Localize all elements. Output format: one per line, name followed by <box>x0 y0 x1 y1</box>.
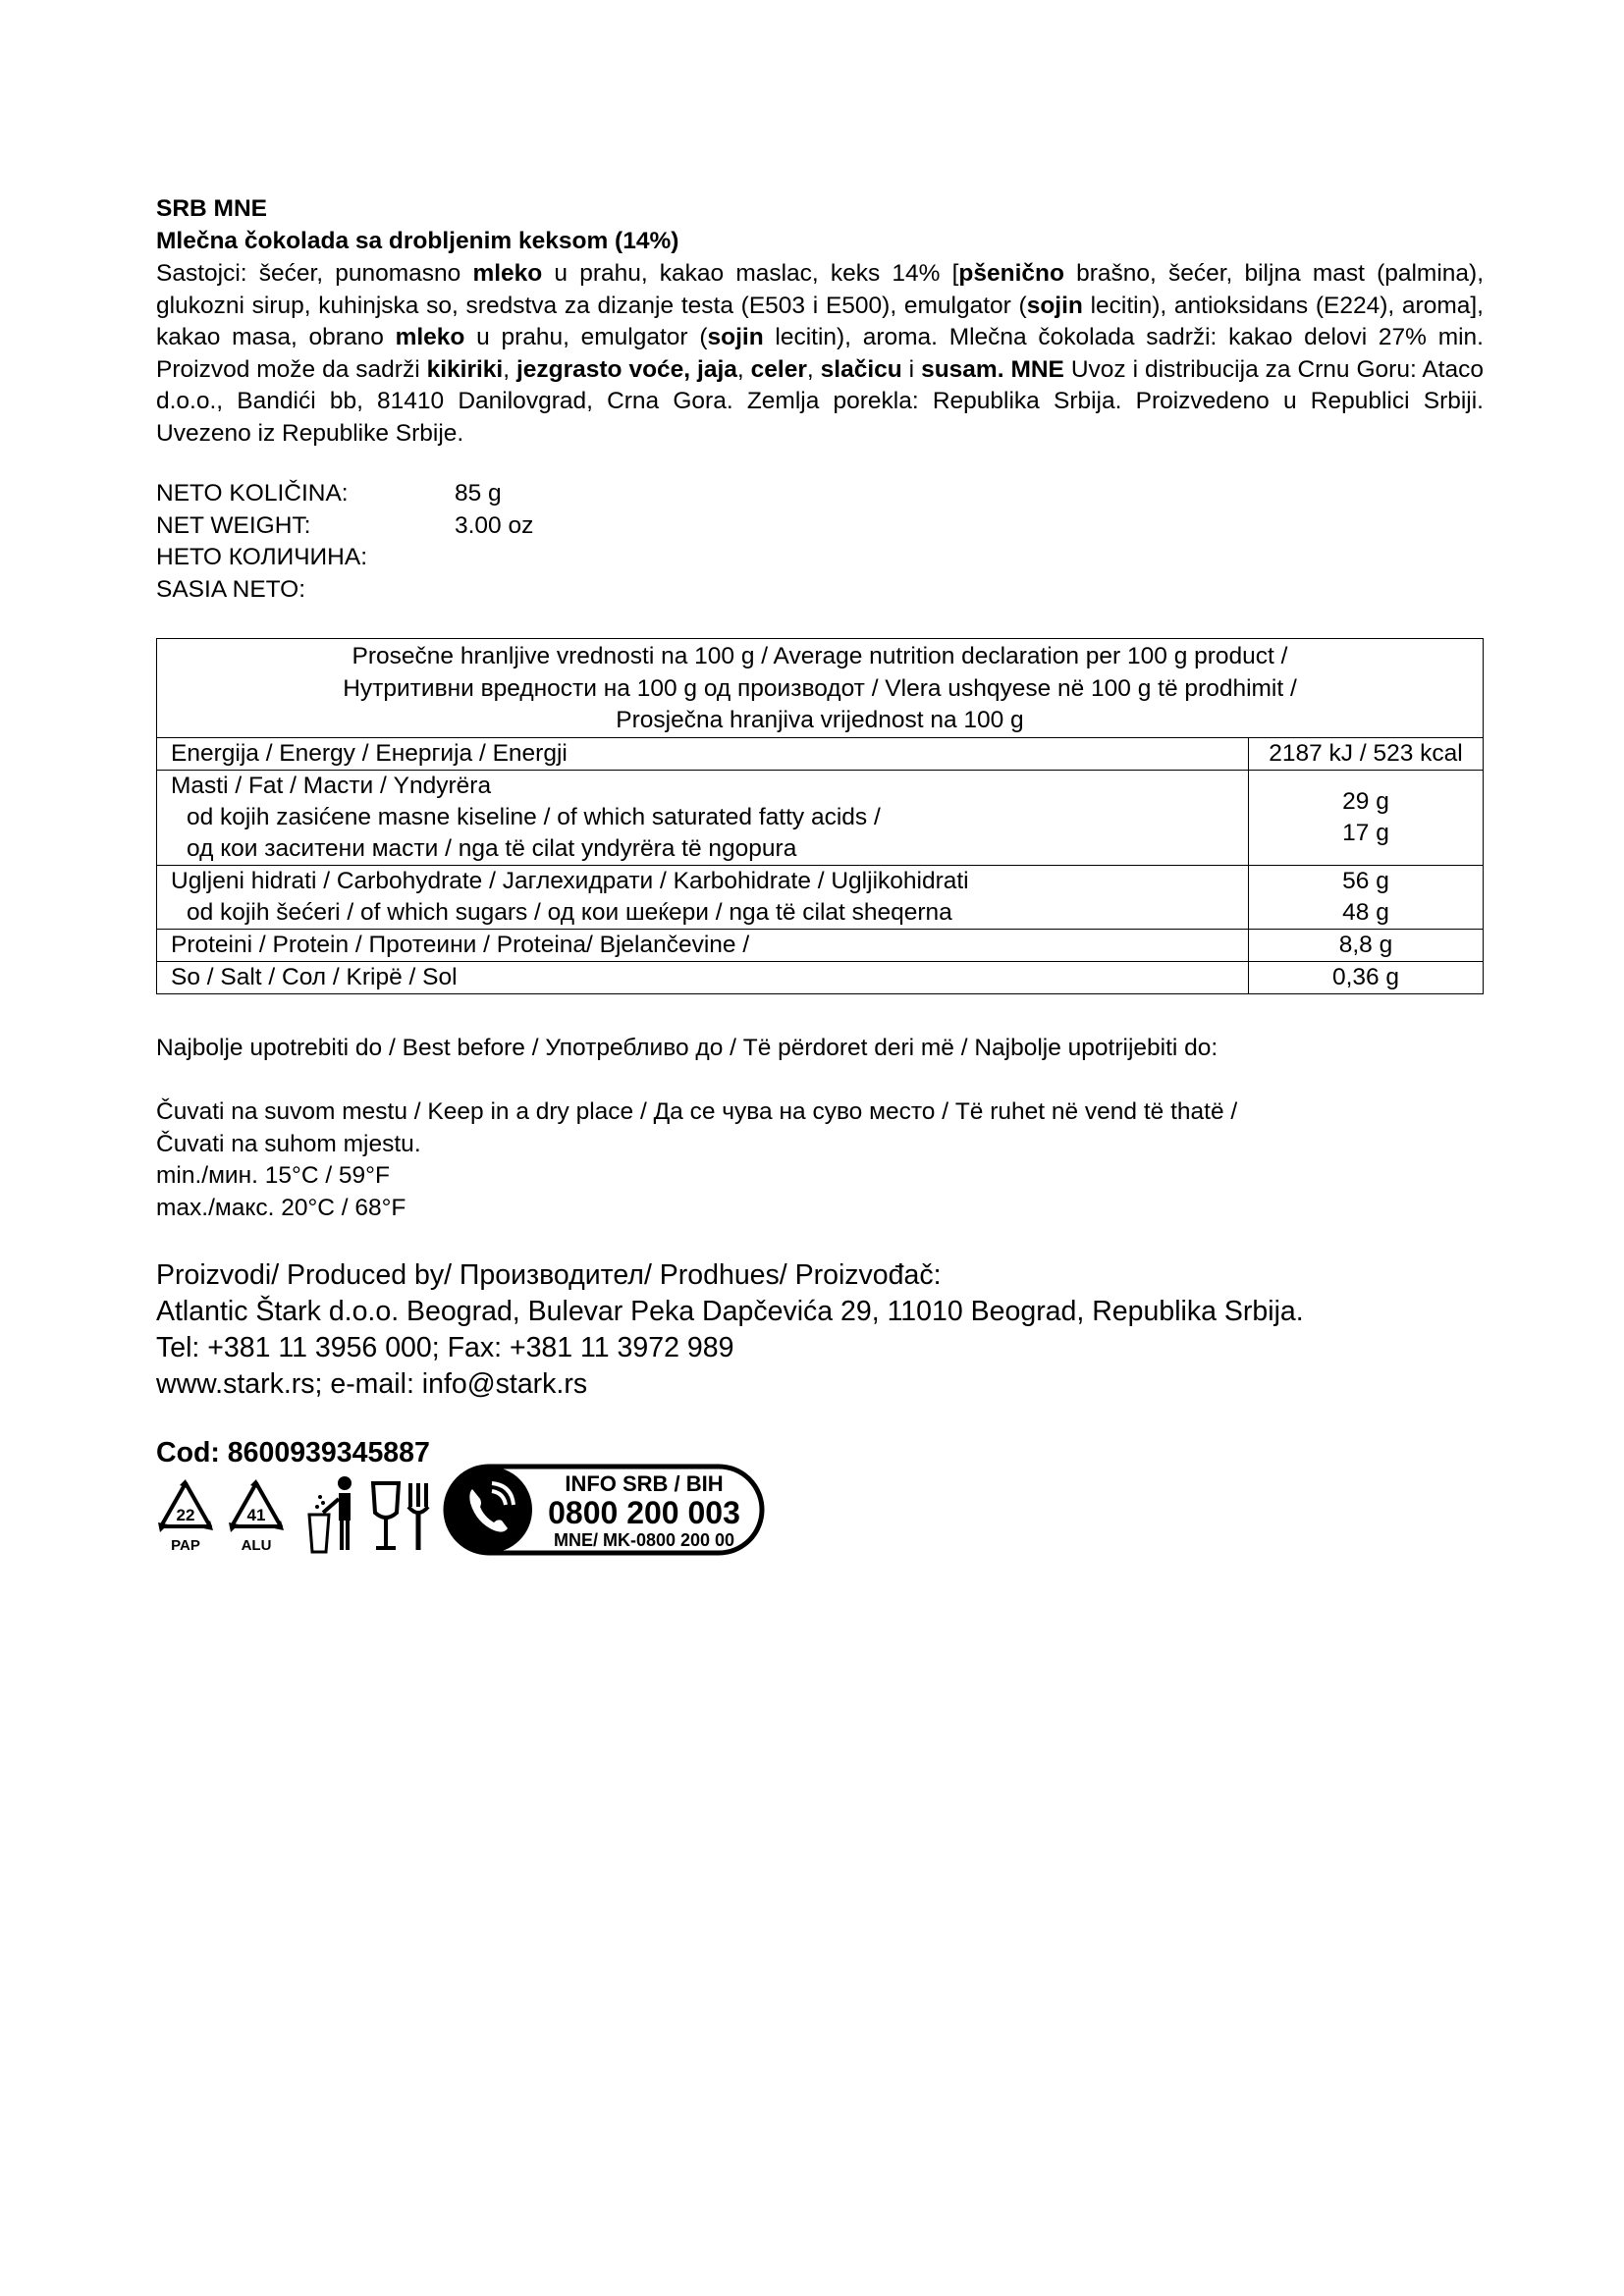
nutrition-header-line: Prosječna hranjiva vrijednost na 100 g <box>616 707 1024 733</box>
info-mne-number: MNE/ MK-0800 200 00 <box>553 1530 735 1550</box>
protein-value: 8,8 g <box>1249 929 1484 961</box>
saturated-fat-value: 17 g <box>1342 819 1389 846</box>
ingredient-allergen-text: sojin <box>1026 292 1083 319</box>
nutrition-header-row <box>157 639 1484 738</box>
nutrition-row-protein <box>157 929 1484 961</box>
ingredient-text: i <box>901 355 922 383</box>
ingredient-allergen-text: susam. <box>921 355 1004 383</box>
storage-min-temp: min./мин. 15°C / 59°F <box>156 1162 390 1189</box>
carbohydrate-value-cell <box>1249 865 1484 929</box>
ingredient-text: lecitin), aroma. Mlečna čokolada sadrži: kakao delovi 27% min. Proizvod može da sadrži <box>156 324 1484 383</box>
carbohydrate-label: Ugljeni hidrati / Carbohydrate / Јаглехидрати / Karbohidrate / Ugljikohidrati <box>171 867 969 894</box>
energy-label: Energija / Energy / Енергија / Energji <box>157 737 1249 770</box>
ingredients-paragraph <box>156 258 1484 450</box>
protein-label: Proteini / Protein / Протеини / Proteina/ Bjelančevine / <box>157 929 1249 961</box>
net-value: 85 g <box>455 480 502 507</box>
fat-label-cell <box>157 770 1249 865</box>
product-code: Cod: 8600939345887 <box>156 1437 430 1468</box>
sugars-label: od kojih šećeri / of which sugars / од кои шеќери / nga të cilat sheqerna <box>187 898 952 926</box>
producer-address: Atlantic Štark d.o.o. Beograd, Bulevar Peka Dapčevića 29, 11010 Beograd, Republika Srbija. <box>156 1296 1304 1327</box>
net-label: NET WEIGHT: <box>156 511 311 539</box>
nutrition-header <box>157 639 1484 738</box>
country-codes: SRB MNE <box>156 195 267 222</box>
info-phone-badge <box>443 1464 767 1556</box>
label-icons <box>156 1464 785 1562</box>
recycle-pap-icon <box>156 1477 215 1560</box>
food-contact-icon <box>367 1477 436 1556</box>
fat-label: Masti / Fat / Масти / Yndyrëra <box>171 772 492 799</box>
ingredient-allergen-text: mleko <box>395 324 465 350</box>
carbohydrate-value: 56 g <box>1342 867 1389 894</box>
net-value: 3.00 oz <box>455 511 534 539</box>
ingredient-text: , <box>736 355 751 383</box>
storage-line-2: Čuvati na suhom mjestu. <box>156 1131 421 1157</box>
info-phone-number: 0800 200 003 <box>548 1495 740 1530</box>
nutrition-row-energy <box>157 737 1484 770</box>
nutrition-header-line-text: Нутритивни вредности на 100 g од производот / Vlera ushqyese në 100 g të prodhimit / <box>343 674 1297 702</box>
net-label: НЕТО КОЛИЧИНА: <box>156 544 368 570</box>
ingredient-allergen-text: sojin <box>707 324 764 350</box>
best-before: Najbolje upotrebiti do / Best before / Употребливо до / Të përdoret deri më / Najbolje upotrijebiti do: <box>156 1035 1218 1061</box>
product-name: Mlečna čokolada sa drobljenim keksom (14%) <box>156 228 679 254</box>
ingredient-text: lecitin), antioksidans (E224), aroma], kakao masa, obrano <box>156 292 1484 350</box>
net-row <box>156 510 1484 543</box>
fat-value-cell <box>1249 770 1484 865</box>
ingredient-text: Sastojci: šećer, punomasno <box>156 260 473 287</box>
recycle-pap-number: 22 <box>176 1506 195 1524</box>
nutrition-row-carbohydrate <box>157 865 1484 929</box>
tidyman-icon <box>303 1471 362 1554</box>
ingredient-text: , <box>806 355 821 383</box>
ingredient-allergen-text: pšenično <box>958 260 1064 287</box>
nutrition-header-line <box>157 673 1483 706</box>
producer-web: www.stark.rs; e-mail: info@stark.rs <box>156 1368 588 1400</box>
net-quantity <box>156 478 1484 606</box>
salt-value: 0,36 g <box>1249 961 1484 993</box>
nutrition-header-line: Prosečne hranljive vrednosti na 100 g / Average nutrition declaration per 100 g product / <box>352 643 1288 669</box>
recycle-alu-number: 41 <box>246 1506 266 1524</box>
nutrition-row-fat <box>157 770 1484 865</box>
ingredient-text: u prahu, kakao maslac, keks 14% [ <box>542 260 959 287</box>
producer-phone: Tel: +381 11 3956 000; Fax: +381 11 3972 989 <box>156 1332 734 1363</box>
ingredient-text: u prahu, emulgator ( <box>464 324 708 350</box>
carbohydrate-label-cell <box>157 865 1249 929</box>
ingredient-allergen-text: jezgrasto voće, jaja <box>515 355 737 383</box>
salt-label: So / Salt / Сол / Kripë / Sol <box>157 961 1249 993</box>
ingredient-allergen-text: mleko <box>472 260 543 287</box>
recycle-alu-label: ALU <box>241 1537 272 1554</box>
ingredient-allergen-text: celer <box>750 355 807 383</box>
energy-value: 2187 kJ / 523 kcal <box>1249 737 1484 770</box>
producer-heading: Proizvodi/ Produced by/ Производител/ Prodhues/ Proizvođač: <box>156 1259 942 1291</box>
storage-line-1: Čuvati na suvom mestu / Keep in a dry place / Да се чува на суво место / Të ruhet në vend të thatë / <box>156 1098 1238 1125</box>
net-label: NETO KOLIČINA: <box>156 480 349 507</box>
ingredient-text: Uvoz i distribucija za Crnu Goru: Ataco d.o.o., Bandići bb, 81410 Danilovgrad, Crna Gora. Zemlja porekla: Republika Srbija. Proizvedeno u Republici Srbiji. Uvezeno iz Republike Srbije. <box>156 355 1484 447</box>
net-row <box>156 574 1484 607</box>
saturated-fat-label: od kojih zasićene masne kiseline / of which saturated fatty acids / <box>187 803 881 830</box>
recycle-pap-label: PAP <box>171 1537 200 1554</box>
saturated-fat-label-mk: од кои заситени масти / nga të cilat yndyrëra të ngopura <box>187 834 797 862</box>
ingredient-text: brašno, šećer, biljna mast (palmina), glukozni sirup, kuhinjska so, sredstva za dizanje testa (E503 i E500), emulgator ( <box>156 260 1484 319</box>
nutrition-row-salt <box>157 961 1484 993</box>
fat-value: 29 g <box>1342 787 1389 815</box>
storage-max-temp: max./макс. 20°C / 68°F <box>156 1195 406 1221</box>
ingredient-allergen-text: MNE <box>1010 355 1064 383</box>
net-row <box>156 542 1484 574</box>
nutrition-table <box>156 638 1484 994</box>
net-label: SASIA NETO: <box>156 575 306 603</box>
net-row <box>156 478 1484 510</box>
recycle-alu-icon <box>227 1477 286 1560</box>
ingredient-allergen-text: slačicu <box>820 355 902 383</box>
ingredient-allergen-text: kikiriki <box>426 355 504 383</box>
ingredient-text: , <box>503 355 516 383</box>
sugars-value: 48 g <box>1342 898 1389 926</box>
info-title: INFO SRB / BIH <box>565 1471 724 1496</box>
